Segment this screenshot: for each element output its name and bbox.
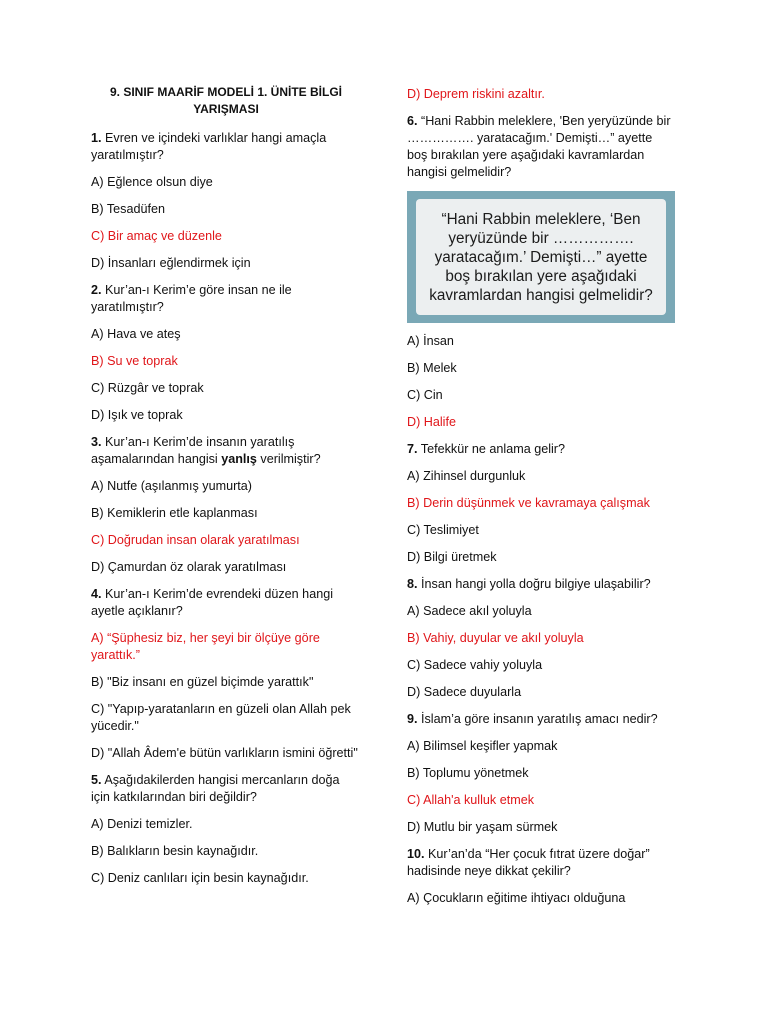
question-text: Evren ve içindeki varlıklar hangi amaçla yaratılmıştır? bbox=[91, 131, 327, 162]
q7-option-d: D) Bilgi üretmek bbox=[407, 550, 497, 564]
question-3 bbox=[91, 434, 361, 468]
q9-option-d: D) Mutlu bir yaşam sürmek bbox=[407, 820, 558, 834]
question-6 bbox=[407, 113, 675, 181]
question-2 bbox=[91, 282, 361, 316]
question-image-text: “Hani Rabbin meleklere, ‘Ben yeryüzünde bir ……………. yaratacağım.’ Demişti…” ayette boş bırakılan yere aşağıdaki kavramlardan hangisi gelmelidir? bbox=[416, 199, 666, 315]
question-10 bbox=[407, 846, 675, 880]
question-8 bbox=[407, 576, 675, 593]
q6-option-a: A) İnsan bbox=[407, 334, 454, 348]
q7-option-a: A) Zihinsel durgunluk bbox=[407, 469, 526, 483]
q2-option-a: A) Hava ve ateş bbox=[91, 327, 181, 341]
q8-option-c: C) Sadece vahiy yoluyla bbox=[407, 658, 543, 672]
q3-option-d: D) Çamurdan öz olarak yaratılması bbox=[91, 560, 287, 574]
question-text: Tefekkür ne anlama gelir? bbox=[420, 442, 566, 456]
right-column bbox=[407, 86, 675, 917]
q9-option-a: A) Bilimsel keşifler yapmak bbox=[407, 739, 558, 753]
question-text: İslam’a göre insanın yaratılış amacı nedir? bbox=[421, 712, 658, 726]
q5-option-a: A) Denizi temizler. bbox=[91, 817, 193, 831]
q7-option-c: C) Teslimiyet bbox=[407, 523, 479, 537]
q1-option-a: A) Eğlence olsun diye bbox=[91, 175, 213, 189]
question-5 bbox=[91, 772, 361, 806]
q4-option-a-answer: A) “Şüphesiz biz, her şeyi bir ölçüye göre yarattık.” bbox=[91, 631, 320, 662]
q6-option-c: C) Cin bbox=[407, 388, 443, 402]
q2-option-c: C) Rüzgâr ve toprak bbox=[91, 381, 204, 395]
page-title: 9. SINIF MAARİF MODELİ 1. ÜNİTE BİLGİ YARIŞMASI bbox=[109, 85, 342, 116]
q1-option-c-answer: C) Bir amaç ve düzenle bbox=[91, 229, 222, 243]
question-text: Kur’an’da “Her çocuk fıtrat üzere doğar” hadisinde neye dikkat çekilir? bbox=[407, 847, 650, 878]
question-emphasis: yanlış bbox=[221, 452, 257, 466]
q5-option-c: C) Deniz canlıları için besin kaynağıdır. bbox=[91, 871, 309, 885]
q2-option-b-answer: B) Su ve toprak bbox=[91, 354, 178, 368]
question-number: 5. bbox=[91, 773, 102, 787]
left-column bbox=[91, 84, 361, 897]
question-number: 3. bbox=[91, 435, 102, 449]
q4-option-b: B) "Biz insanı en güzel biçimde yarattık" bbox=[91, 675, 314, 689]
question-text-end: verilmiştir? bbox=[260, 452, 321, 466]
q3-option-b: B) Kemiklerin etle kaplanması bbox=[91, 506, 258, 520]
q9-option-b: B) Toplumu yönetmek bbox=[407, 766, 529, 780]
question-9 bbox=[407, 711, 675, 728]
q9-option-c-answer: C) Allah'a kulluk etmek bbox=[407, 793, 534, 807]
question-number: 7. bbox=[407, 442, 418, 456]
question-7 bbox=[407, 441, 675, 458]
q8-option-b-answer: B) Vahiy, duyular ve akıl yoluyla bbox=[407, 631, 584, 645]
question-text: İnsan hangi yolla doğru bilgiye ulaşabilir? bbox=[421, 577, 651, 591]
question-4 bbox=[91, 586, 361, 620]
question-text: Kur’an-ı Kerim’de insanın yaratılış aşamalarından hangisi bbox=[91, 435, 295, 466]
q10-option-a: A) Çocukların eğitime ihtiyacı olduğuna bbox=[407, 891, 626, 905]
question-text: Kur’an-ı Kerim’de evrendeki düzen hangi ayetle açıklanır? bbox=[91, 587, 334, 618]
q1-option-d: D) İnsanları eğlendirmek için bbox=[91, 256, 251, 270]
q4-option-d: D) "Allah Âdem'e bütün varlıkların ismini öğretti" bbox=[91, 746, 358, 760]
question-number: 6. bbox=[407, 114, 418, 128]
q1-option-b: B) Tesadüfen bbox=[91, 202, 165, 216]
q6-option-b: B) Melek bbox=[407, 361, 457, 375]
q2-option-d: D) Işık ve toprak bbox=[91, 408, 183, 422]
q3-option-a: A) Nutfe (aşılanmış yumurta) bbox=[91, 479, 252, 493]
question-text: Kur’an-ı Kerim’e göre insan ne ile yaratılmıştır? bbox=[91, 283, 292, 314]
question-number: 2. bbox=[91, 283, 102, 297]
question-image bbox=[407, 191, 675, 323]
question-number: 4. bbox=[91, 587, 102, 601]
q5-option-d-answer: D) Deprem riskini azaltır. bbox=[407, 87, 545, 101]
q6-option-d-answer: D) Halife bbox=[407, 415, 456, 429]
question-number: 1. bbox=[91, 131, 102, 145]
question-number: 8. bbox=[407, 577, 418, 591]
question-number: 10. bbox=[407, 847, 425, 861]
q7-option-b-answer: B) Derin düşünmek ve kavramaya çalışmak bbox=[407, 496, 650, 510]
q3-option-c-answer: C) Doğrudan insan olarak yaratılması bbox=[91, 533, 300, 547]
question-text: Aşağıdakilerden hangisi mercanların doğa için katkılarından biri değildir? bbox=[91, 773, 340, 804]
question-number: 9. bbox=[407, 712, 418, 726]
q5-option-b: B) Balıkların besin kaynağıdır. bbox=[91, 844, 259, 858]
q4-option-c: C) "Yapıp-yaratanların en güzeli olan Allah pek yücedir." bbox=[91, 702, 351, 733]
q8-option-a: A) Sadece akıl yoluyla bbox=[407, 604, 532, 618]
question-text: “Hani Rabbin meleklere, 'Ben yeryüzünde bir ……………. yaratacağım.' Demişti…” ayette boş bırakılan yere aşağıdaki kavramlardan hangisi gelmelidir? bbox=[407, 114, 671, 179]
q8-option-d: D) Sadece duyularla bbox=[407, 685, 522, 699]
question-1 bbox=[91, 130, 361, 164]
